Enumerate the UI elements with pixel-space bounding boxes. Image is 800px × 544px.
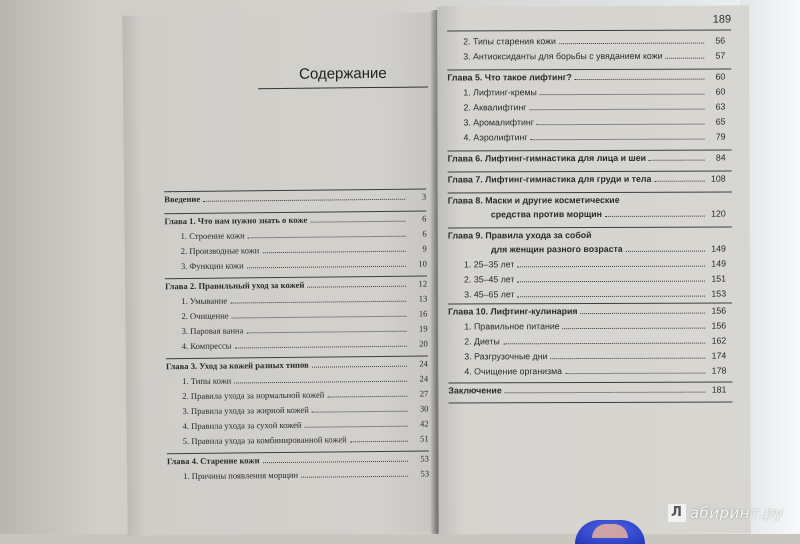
section-rule — [447, 69, 731, 71]
toc-entry: 4. Аэролифтинг 79 — [463, 131, 726, 143]
toc-entry: 1. Причины появления морщин 53 — [183, 468, 430, 482]
section-rule — [448, 171, 732, 173]
toc-entry: 2. Диеты 162 — [464, 335, 727, 347]
toc-entry-line1: Глава 9. Правила ухода за собой — [447, 230, 592, 241]
toc-entry: 3. Функции кожи 10 — [180, 258, 427, 272]
toc-entry: 4. Компрессы 20 — [181, 338, 428, 352]
toc-entry-chapter-2: Глава 2. Правильный уход за кожей 12 — [165, 278, 428, 292]
toc-entry-chapter-6: Глава 6. Лифтинг-гимнастика для лица и шеи 84 — [447, 152, 726, 164]
toc-entry-intro: Введение 3 — [164, 191, 427, 205]
section-rule — [448, 382, 732, 384]
watermark-text: абиринт.ру — [689, 504, 784, 522]
toc-entry: 3. 45–65 лет 153 — [464, 288, 727, 300]
section-rule — [448, 192, 732, 194]
watermark — [668, 504, 784, 522]
toc-entry: 2. 35–45 лет 151 — [464, 273, 727, 285]
toc-entry: 2. Очищение 16 — [181, 308, 428, 322]
section-rule — [448, 402, 732, 404]
toc-entry: 1. 25–35 лет 149 — [463, 258, 726, 270]
toc-entry: 1. Правильное питание 156 — [464, 320, 727, 332]
toc-entry-chapter-10: Глава 10. Лифтинг-кулинария 156 — [448, 305, 727, 317]
toc-entry: 5. Правила ухода за комбинированной кожей 51 — [182, 433, 429, 447]
section-rule — [448, 150, 732, 152]
left-page — [122, 12, 439, 535]
toc-entry-conclusion: Заключение 181 — [448, 384, 727, 396]
toc-entry: 1. Лифтинг-кремы 60 — [463, 86, 726, 98]
toc-entry: 3. Антиоксиданты для борьбы с увяданием кожи 57 — [463, 50, 726, 62]
toc-entry-chapter-3: Глава 3. Уход за кожей разных типов 24 — [165, 358, 428, 372]
toc-entry: 1. Типы кожи 24 — [182, 373, 429, 387]
toc-entry-line2: для женщин разного возраста 149 — [490, 243, 726, 255]
toc-entry: 2. Типы старения кожи 56 — [463, 35, 726, 47]
toc-entry: 3. Аромалифтинг 65 — [463, 116, 726, 128]
toc-entry: 2. Правила ухода за нормальной кожей 27 — [182, 388, 429, 402]
toc-entry-chapter-4: Глава 4. Старение кожи 53 — [166, 453, 429, 467]
toc-entry-line1: Глава 8. Маски и другие косметические — [447, 194, 620, 206]
finger-skin — [592, 524, 628, 538]
toc-entry-chapter-1: Глава 1. Что нам нужно знать о коже 6 — [164, 213, 427, 227]
toc-entry: 1. Умывание 13 — [181, 293, 428, 307]
toc-entry: 4. Правила ухода за сухой кожей 42 — [182, 418, 429, 432]
section-rule — [448, 227, 732, 229]
toc-entry-line2: средства против морщин 120 — [490, 208, 726, 220]
labirint-logo-icon: Л — [668, 504, 686, 522]
contents-title: Содержание — [258, 64, 428, 89]
right-page — [437, 5, 751, 534]
header-rule — [447, 30, 731, 32]
toc-entry: 2. Аквалифтинг 63 — [463, 101, 726, 113]
toc-entry: 3. Разгрузочные дни 174 — [464, 350, 727, 362]
toc-entry: 2. Производные кожи 9 — [180, 243, 427, 257]
toc-entry: 3. Паровая ванна 19 — [181, 323, 428, 337]
toc-entry-chapter-5: Глава 5. Что такое лифтинг? 60 — [447, 71, 726, 83]
toc-entry: 1. Строение кожи 6 — [180, 228, 427, 242]
page-number: 189 — [712, 13, 732, 26]
section-rule — [448, 303, 732, 305]
toc-entry: 3. Правила ухода за жирной кожей 30 — [182, 403, 429, 417]
toc-entry: 4. Очищение организма 178 — [464, 365, 727, 377]
toc-entry-chapter-7: Глава 7. Лифтинг-гимнастика для груди и тела 108 — [447, 173, 726, 185]
